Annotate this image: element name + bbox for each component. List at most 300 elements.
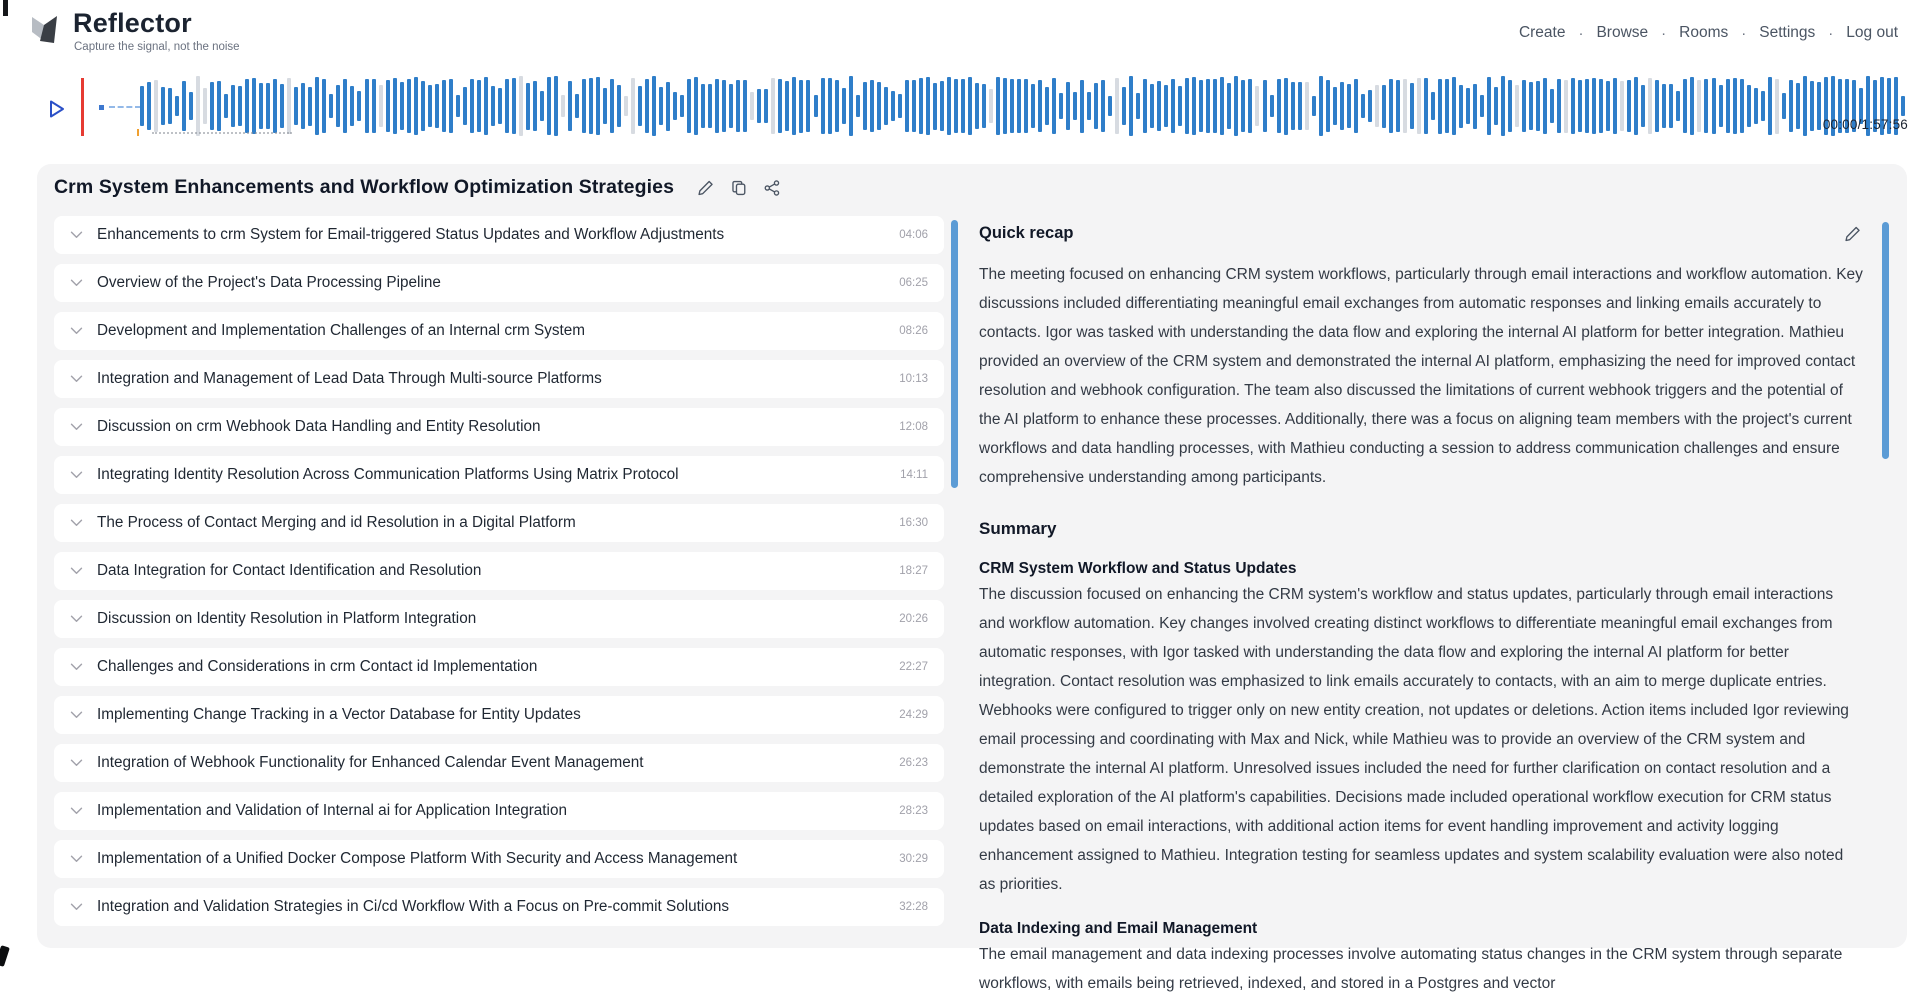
waveform-bar xyxy=(1375,85,1379,127)
waveform-bar xyxy=(1171,79,1175,134)
nav-browse[interactable]: Browse xyxy=(1596,24,1649,41)
waveform-bar xyxy=(1234,76,1238,135)
waveform-bar xyxy=(428,85,432,127)
topic-timestamp: 10:13 xyxy=(899,373,928,385)
nav-separator: · xyxy=(1661,24,1667,42)
share-icon xyxy=(763,179,781,197)
waveform-bar xyxy=(1733,78,1737,135)
waveform-bar xyxy=(1368,90,1372,121)
chevron-down-icon[interactable] xyxy=(70,903,84,911)
waveform-bar xyxy=(1578,80,1582,133)
chevron-down-icon[interactable] xyxy=(70,567,84,575)
waveform-bar xyxy=(1585,79,1589,134)
waveform-bar xyxy=(1038,80,1042,133)
waveform-bar xyxy=(1164,85,1168,126)
topic-row[interactable] xyxy=(54,504,944,542)
waveform-bar xyxy=(1487,77,1491,135)
waveform-bar xyxy=(1319,76,1323,136)
summary-section-text: The email management and data indexing processes involve automating status changes in the CRM system through separate workflows, with emails being retrieved, indexed, and stored in a Postgres and vector xyxy=(979,946,1843,992)
topic-list xyxy=(54,216,944,915)
waveform-bar xyxy=(1690,77,1694,134)
waveform-bar xyxy=(315,77,319,134)
chevron-down-icon[interactable] xyxy=(70,615,84,623)
waveform-bar xyxy=(470,79,474,133)
summary-section-text: The discussion focused on enhancing the CRM system's workflow and status updates, particularly through email interactions and workflow automation. Key changes involved creating distinct workflows to differentiate meaningful email exchanges from automatic responses, with Igor tasked with understanding the data flow and exploring the internal AI platform for better integration. Contact resolution was emphasized to link emails accurately to contacts, with an aim to merge duplicate entries. Webhooks were configured to trigger only on new entity creation, not updates or deletions. Action items included Igor reviewing email processing and coordinating with Max and Nick, while Mathieu was to provide an overview of the CRM system and demonstrate the internal AI platform. Unresolved issues included the need for further clarification on contact resolution and a detailed exploration of the AI platform's capabilities. Decisions made included operational workflow execution for CRM status updates based on email interactions, with additional action items for event handling improvement and activity logging enhancement assigned to Mathieu. Integration testing for seamless updates and system scalability evaluation were also noted as priorities. xyxy=(979,586,1849,893)
waveform-bar xyxy=(680,95,684,116)
edit-icon xyxy=(697,179,715,197)
waveform-bar xyxy=(1010,79,1014,132)
waveform-bar xyxy=(161,87,165,125)
waveform-bar xyxy=(147,82,151,129)
chevron-down-icon[interactable] xyxy=(70,807,84,815)
waveform-bar xyxy=(659,87,663,124)
waveform-bar xyxy=(561,95,565,118)
waveform-bar xyxy=(898,94,902,119)
waveform-bar xyxy=(842,88,846,124)
waveform-bar xyxy=(245,79,249,133)
topic-row[interactable] xyxy=(54,408,944,446)
waveform-bar xyxy=(259,83,263,129)
waveform-bar xyxy=(1501,76,1505,135)
waveform-bar xyxy=(154,80,158,132)
topic-row[interactable] xyxy=(54,696,944,734)
waveform-bar xyxy=(1789,80,1793,132)
waveform-bar xyxy=(322,79,326,133)
waveform-bar xyxy=(1129,76,1133,136)
waveform-bar xyxy=(1515,85,1519,128)
waveform-bar xyxy=(533,81,537,130)
waveform-bar xyxy=(968,77,972,134)
waveform-bar xyxy=(821,78,825,134)
topic-timestamp: 24:29 xyxy=(899,709,928,721)
copy-icon xyxy=(730,179,748,197)
waveform-bar xyxy=(1087,92,1091,119)
waveform-bar xyxy=(350,86,354,126)
topic-timestamp: 22:27 xyxy=(899,661,928,673)
chevron-down-icon[interactable] xyxy=(70,231,84,239)
waveform-bar xyxy=(280,84,284,129)
waveform-bar xyxy=(940,81,944,132)
waveform-bar xyxy=(1747,85,1751,127)
summary-section xyxy=(979,920,1863,998)
topic-title: The Process of Contact Merging and id Resolution in a Digital Platform xyxy=(97,514,576,531)
summary-panel xyxy=(979,224,1863,998)
topics-scrollbar-thumb[interactable] xyxy=(951,220,958,488)
nav-create[interactable]: Create xyxy=(1518,24,1566,41)
waveform-bar xyxy=(1101,80,1105,133)
topic-title: Development and Implementation Challenges of an Internal crm System xyxy=(97,322,586,339)
waveform-bar xyxy=(596,77,600,134)
topic-title: Enhancements to crm System for Email-triggered Status Updates and Workflow Adjustments xyxy=(97,226,725,243)
waveform-bar xyxy=(933,83,937,130)
waveform-bar xyxy=(1241,80,1245,132)
waveform-bar xyxy=(919,78,923,134)
waveform-bar xyxy=(540,91,544,122)
waveform-bar xyxy=(912,80,916,133)
waveform-bar xyxy=(1494,87,1498,126)
waveform-bar xyxy=(722,80,726,132)
waveform-bar xyxy=(491,86,495,127)
waveform-bar xyxy=(1066,82,1070,129)
waveform-bar xyxy=(512,78,516,134)
waveform-bar xyxy=(624,96,628,117)
waveform-bar xyxy=(196,76,200,135)
waveform-bar xyxy=(666,82,670,131)
chevron-down-icon[interactable] xyxy=(70,519,84,527)
quick-recap-heading: Quick recap xyxy=(979,224,1074,242)
waveform-annotation-ticks xyxy=(152,132,292,134)
waveform-bar xyxy=(1213,79,1217,134)
waveform-bar xyxy=(365,79,369,132)
topic-timestamp: 08:26 xyxy=(899,325,928,337)
waveform-bar xyxy=(1361,94,1365,119)
waveform-bar xyxy=(449,79,453,133)
waveform-bar xyxy=(631,78,635,134)
quick-recap-text: The meeting focused on enhancing CRM system workflows, particularly through email interactions and workflow automation. Key discussions included differentiating meaningful email exchanges from automatic responses and linking emails accurately to contacts. Igor was tasked with understanding the data flow and exploring the internal AI platform for better integration. Mathieu provided an overview of the CRM system and demonstrated the internal AI platform, emphasizing the need for improved contact resolution and webhook configuration. The team also discussed the limitations of current webhook triggers and the potential of the AI platform to enhance these processes. Additionally, there was a focus on aligning team members with the project's current workflows and data handling processes, with Mathieu conducting a session to address communication challenges and ensure comprehensive understanding among participants. xyxy=(979,266,1863,486)
topic-row[interactable] xyxy=(54,312,944,350)
waveform-bar xyxy=(701,84,705,128)
waveform-bar xyxy=(266,83,270,129)
waveform-bar xyxy=(1655,80,1659,132)
waveform-bar xyxy=(1683,79,1687,133)
waveform-bar xyxy=(182,81,186,131)
topic-row[interactable] xyxy=(54,216,944,254)
waveform-bar xyxy=(947,77,951,135)
waveform-bar xyxy=(736,80,740,133)
waveform-bar xyxy=(421,81,425,131)
waveform-bar xyxy=(645,79,649,134)
topic-timestamp: 06:25 xyxy=(899,277,928,289)
waveform-bar xyxy=(1768,77,1772,135)
waveform-bar xyxy=(1178,86,1182,126)
waveform-bar xyxy=(1150,84,1154,128)
waveform-bar xyxy=(505,79,509,133)
waveform-bar xyxy=(1648,78,1652,135)
waveform-bar xyxy=(379,85,383,126)
summary-sections xyxy=(979,560,1863,998)
waveform-bar xyxy=(884,87,888,126)
waveform-bar xyxy=(806,80,810,133)
share-button[interactable] xyxy=(762,178,782,198)
topic-row[interactable] xyxy=(54,360,944,398)
waveform-bar xyxy=(1466,88,1470,124)
waveform-bar xyxy=(357,91,361,122)
topic-title: Challenges and Considerations in crm Contact id Implementation xyxy=(97,658,538,675)
waveform-bar xyxy=(1270,95,1274,117)
waveform-bar xyxy=(336,85,340,128)
topic-row[interactable] xyxy=(54,648,944,686)
topic-timestamp: 26:23 xyxy=(899,757,928,769)
waveform-bar xyxy=(526,83,530,130)
waveform-bar xyxy=(435,84,439,127)
waveform-bar xyxy=(1641,85,1645,127)
waveform-bar xyxy=(1382,85,1386,128)
waveform-bar xyxy=(1248,79,1252,134)
waveform-bar xyxy=(673,92,677,121)
play-button[interactable] xyxy=(48,99,66,119)
waveform-bar xyxy=(1445,79,1449,132)
waveform-bar xyxy=(863,82,867,131)
waveform-bar xyxy=(877,82,881,130)
waveform-bar xyxy=(1199,80,1203,132)
waveform-bar xyxy=(1669,84,1673,128)
chevron-down-icon[interactable] xyxy=(70,423,84,431)
waveform-bar xyxy=(484,77,488,134)
waveform-bar xyxy=(217,81,221,132)
waveform-bar xyxy=(329,94,333,117)
waveform-bar xyxy=(708,84,712,128)
reflector-logo-icon xyxy=(31,10,58,59)
topic-title: Overview of the Project's Data Processing Pipeline xyxy=(97,274,441,291)
waveform-bar xyxy=(617,85,621,128)
waveform-bar xyxy=(603,88,607,124)
topic-title: Implementing Change Tracking in a Vector Database for Entity Updates xyxy=(97,706,581,723)
waveform-bar xyxy=(638,86,642,126)
waveform-bar xyxy=(1712,78,1716,133)
topic-row[interactable] xyxy=(54,744,944,782)
waveform-bar xyxy=(1045,87,1049,125)
waveform-bar xyxy=(1613,78,1617,133)
waveform-bar xyxy=(1424,78,1428,135)
summary-scrollbar-thumb[interactable] xyxy=(1882,222,1889,459)
edit-icon xyxy=(1844,225,1862,243)
waveform-start-dot xyxy=(99,105,104,110)
topic-title: Discussion on crm Webhook Data Handling and Entity Resolution xyxy=(97,418,541,435)
topic-title: Integration and Validation Strategies in Ci/cd Workflow With a Focus on Pre-commit Solutions xyxy=(97,898,729,915)
waveform-bar xyxy=(1396,80,1400,133)
waveform-bar xyxy=(1740,79,1744,134)
waveform-bar xyxy=(1704,79,1708,133)
nav-logout[interactable]: Log out xyxy=(1846,24,1898,41)
time-display: 00:00/1:57:56 xyxy=(1822,117,1908,132)
chevron-down-icon[interactable] xyxy=(70,327,84,335)
waveform-bar xyxy=(400,82,404,130)
waveform-bar xyxy=(694,77,698,136)
edit-summary-button[interactable] xyxy=(1843,224,1863,244)
waveform-bar xyxy=(1754,88,1758,125)
topic-timestamp: 12:08 xyxy=(899,421,928,433)
topic-row[interactable] xyxy=(54,552,944,590)
waveform-bar xyxy=(1115,78,1119,134)
waveform-bar xyxy=(1277,79,1281,132)
waveform-bar xyxy=(1620,81,1624,131)
topic-timestamp: 20:26 xyxy=(899,613,928,625)
chevron-down-icon[interactable] xyxy=(70,759,84,767)
waveform-bar xyxy=(996,77,1000,135)
waveform-bar xyxy=(926,77,930,135)
topic-row[interactable] xyxy=(54,888,944,926)
waveform-bar xyxy=(252,78,256,133)
waveform-bar xyxy=(975,83,979,130)
waveform-bar xyxy=(814,95,818,117)
chevron-down-icon[interactable] xyxy=(70,375,84,383)
audio-waveform[interactable] xyxy=(140,76,1908,136)
chevron-down-icon[interactable] xyxy=(70,855,84,863)
waveform-bar xyxy=(1775,79,1779,134)
waveform-bar xyxy=(1782,93,1786,118)
waveform-bar xyxy=(519,76,523,136)
cursor-artifact xyxy=(0,945,10,967)
nav-separator: · xyxy=(1741,24,1747,42)
waveform-bar xyxy=(989,89,993,124)
chevron-down-icon[interactable] xyxy=(70,279,84,287)
waveform-bar xyxy=(1326,80,1330,132)
waveform-bar xyxy=(1726,79,1730,132)
copy-title-button[interactable] xyxy=(729,178,749,198)
topic-row[interactable] xyxy=(54,264,944,302)
waveform-bar xyxy=(1459,85,1463,128)
waveform-bar xyxy=(1606,81,1610,130)
waveform-bar xyxy=(1389,79,1393,132)
topic-title: Implementation of a Unified Docker Compose Platform With Security and Access Management xyxy=(97,850,738,867)
topic-row[interactable] xyxy=(54,792,944,830)
nav-rooms[interactable]: Rooms xyxy=(1679,24,1729,41)
waveform-bar xyxy=(1185,78,1189,135)
waveform-bar xyxy=(771,78,775,134)
screen-artifact xyxy=(3,0,8,16)
waveform-bar xyxy=(1017,79,1021,132)
waveform-bar xyxy=(1810,81,1814,131)
waveform-bar xyxy=(1052,78,1056,135)
waveform-bar xyxy=(224,94,228,118)
waveform-bar xyxy=(1059,93,1063,118)
waveform-bar xyxy=(954,79,958,133)
waveform-bar xyxy=(1220,77,1224,135)
chevron-down-icon[interactable] xyxy=(70,663,84,671)
summary-section xyxy=(979,560,1863,899)
waveform-bar xyxy=(1719,85,1723,127)
waveform-bar xyxy=(1080,80,1084,133)
waveform-bar xyxy=(1761,91,1765,121)
waveform-bar xyxy=(1410,83,1414,129)
waveform-bar xyxy=(1662,84,1666,128)
waveform-bar xyxy=(175,96,179,117)
waveform-bar xyxy=(168,88,172,123)
summary-heading: Summary xyxy=(979,519,1057,538)
topic-timestamp: 14:11 xyxy=(900,469,928,481)
waveform-bar xyxy=(393,78,397,135)
playhead-marker[interactable] xyxy=(81,78,84,136)
waveform-bar xyxy=(343,79,347,133)
waveform-bar xyxy=(301,83,305,129)
waveform-bar xyxy=(273,79,277,133)
waveform-bar xyxy=(1340,82,1344,131)
waveform-bar xyxy=(1438,79,1442,134)
waveform-bar xyxy=(778,79,782,133)
summary-section-heading: Data Indexing and Email Management xyxy=(979,920,1258,937)
waveform-bar xyxy=(1298,82,1302,130)
waveform-bar xyxy=(849,76,853,136)
waveform-bar xyxy=(982,84,986,128)
waveform-bar xyxy=(231,85,235,127)
waveform-bar xyxy=(294,87,298,125)
topic-timestamp: 04:06 xyxy=(899,229,928,241)
waveform-bar xyxy=(1543,78,1547,133)
waveform-bar xyxy=(750,92,754,119)
waveform-bar xyxy=(1564,80,1568,133)
topic-row[interactable] xyxy=(54,456,944,494)
nav-settings[interactable]: Settings xyxy=(1759,24,1816,41)
waveform-bar xyxy=(1347,84,1351,128)
waveform-bar xyxy=(891,91,895,122)
meeting-title: Crm System Enhancements and Workflow Optimization Strategies xyxy=(54,176,675,198)
waveform-bar xyxy=(442,80,446,132)
waveform-bar xyxy=(1550,89,1554,123)
waveform-bar xyxy=(687,79,691,133)
waveform-bar xyxy=(238,86,242,126)
topic-title: Integration and Management of Lead Data Through Multi-source Platforms xyxy=(97,370,602,387)
topic-title: Integration of Webhook Functionality for Enhanced Calendar Event Management xyxy=(97,754,644,771)
waveform-bar xyxy=(870,80,874,132)
waveform-bar xyxy=(1157,81,1161,132)
waveform-bar xyxy=(554,76,558,135)
topic-timestamp: 18:27 xyxy=(899,565,928,577)
waveform-bar xyxy=(1354,79,1358,134)
waveform-bar xyxy=(1599,79,1603,133)
topic-title: Discussion on Identity Resolution in Platform Integration xyxy=(97,610,477,627)
waveform-orange-marker xyxy=(137,129,139,136)
waveform-bar xyxy=(1305,82,1309,131)
edit-title-button[interactable] xyxy=(696,178,716,198)
waveform-bar xyxy=(1333,87,1337,125)
waveform-bar xyxy=(568,81,572,130)
waveform-bar xyxy=(729,84,733,128)
waveform-bar xyxy=(589,78,593,135)
waveform-bar xyxy=(1536,81,1540,131)
nav-separator: · xyxy=(1578,24,1584,42)
waveform-bar xyxy=(1094,83,1098,128)
topic-row[interactable] xyxy=(54,600,944,638)
waveform-bar xyxy=(1901,96,1905,117)
waveform-bar xyxy=(961,79,965,133)
topic-timestamp: 28:23 xyxy=(899,805,928,817)
waveform-bar xyxy=(1571,78,1575,133)
waveform-bar xyxy=(1263,80,1267,132)
topic-timestamp: 30:29 xyxy=(899,853,928,865)
topic-row[interactable] xyxy=(54,840,944,878)
waveform-bar xyxy=(140,86,144,126)
waveform-bar xyxy=(828,78,832,135)
waveform-bar xyxy=(652,76,656,136)
waveform-bar xyxy=(1431,92,1435,121)
waveform-bar xyxy=(715,79,719,133)
waveform-bar xyxy=(764,89,768,124)
topic-title: Implementation and Validation of Internal ai for Application Integration xyxy=(97,802,567,819)
waveform-dashes xyxy=(109,106,141,108)
waveform-bar xyxy=(1122,87,1126,124)
waveform-bar xyxy=(1592,78,1596,133)
waveform-bar xyxy=(1143,79,1147,133)
waveform-bar xyxy=(308,87,312,126)
waveform-bar xyxy=(1227,83,1231,130)
topic-title: Data Integration for Contact Identification and Resolution xyxy=(97,562,482,579)
waveform-bar xyxy=(210,82,214,131)
chevron-down-icon[interactable] xyxy=(70,711,84,719)
waveform-bar xyxy=(414,77,418,135)
waveform-bar xyxy=(905,80,909,132)
waveform-bar xyxy=(1803,76,1807,136)
waveform-bar xyxy=(477,80,481,132)
nav-separator: · xyxy=(1828,24,1834,42)
waveform-bar xyxy=(1796,83,1800,129)
waveform-bar xyxy=(1627,80,1631,133)
chevron-down-icon[interactable] xyxy=(70,471,84,479)
waveform-bar xyxy=(1480,95,1484,118)
app-tagline: Capture the signal, not the noise xyxy=(74,41,240,53)
waveform-bar xyxy=(1136,93,1140,118)
waveform-bar xyxy=(1676,91,1680,120)
waveform-bar xyxy=(856,95,860,117)
